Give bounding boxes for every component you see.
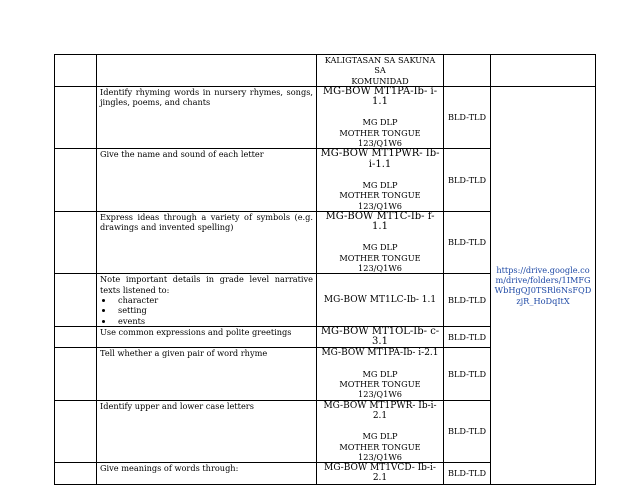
mode-cell: BLD-TLD [444,326,491,348]
material-line: MOTHER TONGUE [339,441,421,452]
material-line: MG DLP [362,431,398,442]
mode-cell: BLD-TLD [444,348,491,400]
competency-cell [97,274,317,326]
code-text: MG-BOW MT1LC-Ib- 1.1 [323,294,437,305]
code-text: MG-BOW MT1VCD- Ib-i-2.1 [324,463,436,484]
module-title-cell [317,55,444,87]
material-line: MG DLP [362,179,398,190]
empty-cell [55,348,97,400]
code-cell [317,400,444,462]
mode-cell: BLD-TLD [444,274,491,326]
code-text: MG-BOW MT1C-Ib- f-1.1 [325,210,435,233]
module-title-line2: KOMUNIDAD [351,75,409,86]
competency-cell: Identify upper and lower case letters [97,400,317,462]
module-title-line1: KALIGTASAN SA SAKUNA SA [324,55,436,76]
material-line: MOTHER TONGUE [339,252,421,263]
mode-cell: BLD-TLD [444,463,491,485]
material-line: 123/Q1W6 [358,200,402,211]
code-cell [317,86,444,148]
mode-cell: BLD-TLD [444,86,491,148]
material-line: MG DLP [362,242,398,253]
empty-cell [55,326,97,348]
table-header-row [55,55,596,87]
empty-cell [97,55,317,87]
table-row [55,86,596,148]
empty-cell [55,149,97,211]
competency-cell: Tell whether a given pair of word rhyme [97,348,317,400]
code-text: MG-BOW MT1PA-Ib- i-2.1 [321,348,439,359]
competency-cell: Give the name and sound of each letter [97,149,317,211]
code-cell [317,149,444,211]
detail-bullet-list [100,295,313,326]
resource-link-cell [491,86,596,484]
empty-cell [55,55,97,87]
code-cell [317,348,444,400]
competency-cell: Use common expressions and polite greetings [97,326,317,348]
empty-cell [444,55,491,87]
empty-cell [55,86,97,148]
empty-cell [55,400,97,462]
mode-cell: BLD-TLD [444,149,491,211]
empty-cell [491,55,596,87]
code-cell [317,463,444,485]
curriculum-table [54,54,596,485]
code-text: MG-BOW MT1PWR- Ib-i-1.1 [320,148,440,170]
material-line: MOTHER TONGUE [339,127,421,138]
material-line: MOTHER TONGUE [339,190,421,201]
material-line: 123/Q1W6 [358,263,402,274]
material-line: MG DLP [362,368,398,379]
empty-cell [55,211,97,273]
list-item: • setting [114,305,313,315]
competency-cell: Give meanings of words through: [97,463,317,485]
material-line: 123/Q1W6 [358,451,402,462]
material-line: MOTHER TONGUE [339,379,421,390]
code-text: MG-BOW MT1PA-Ib- i-1.1 [322,85,438,108]
competency-cell: Express ideas through a variety of symbols (e.g. drawings and invented spelling) [97,211,317,273]
material-line: MG DLP [362,117,398,128]
code-cell [317,274,444,326]
material-line: 123/Q1W6 [358,389,402,400]
material-line: 123/Q1W6 [358,138,402,149]
list-item: • character [114,295,313,305]
code-cell [317,326,444,348]
empty-cell [55,274,97,326]
empty-cell [55,463,97,485]
competency-text: Note important details in grade level narrative texts listened to: [100,274,313,295]
competency-cell: Identify rhyming words in nursery rhymes, songs, jingles, poems, and chants [97,86,317,148]
mode-cell: BLD-TLD [444,400,491,462]
list-item: • events [114,316,313,326]
drive-link[interactable]: https://drive.google.com/drive/folders/1IMFGWbHgQJ0TSRl6NsFQDzjR_HoDqItX [494,264,592,306]
code-text: MG-BOW MT1PWR- Ib-i-2.1 [323,400,437,421]
mode-cell: BLD-TLD [444,211,491,273]
code-cell [317,211,444,273]
code-text: MG-BOW MT1OL-Ib- c-3.1 [320,325,440,348]
